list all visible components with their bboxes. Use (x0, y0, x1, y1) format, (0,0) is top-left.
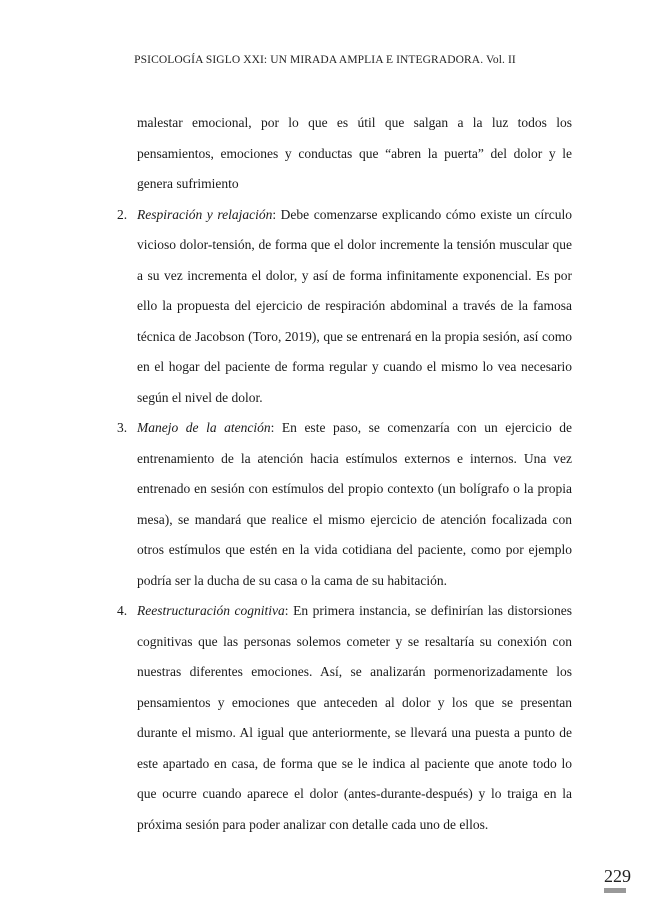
page-number: 229 (604, 866, 631, 886)
list-item-body: : Debe comenzarse explicando cómo existe un círculo vicioso dolor-tensión, de forma que el dolor incremente la tensión muscular que a su vez incrementa el dolor, y así de forma infinitamente exponencial. Es por ello la propuesta del ejercicio de respiración abdominal a través de la famosa técnica de Jacobson (Toro, 2019), que se entrenará en la propia sesión, así como en el hogar del paciente de forma regular y cuando el mismo lo vea necesario según el nivel de dolor. (137, 206, 572, 405)
list-item-body: : En primera instancia, se definirían las distorsiones cognitivas que las personas solemos cometer y se resaltaría su conexión con nuestras diferentes emociones. Así, se analizarán pormenorizadamente los pensamientos y emociones que anteceden al dolor y los que se presentan durante el mismo. Al igual que anteriormente, se llevará una puesta a punto de este apartado en casa, de forma que se le indica al paciente que anote todo lo que ocurre cuando aparece el dolor (antes-durante-después) y lo traiga en la próxima sesión para poder analizar con detalle cada uno de ellos. (137, 603, 572, 832)
list-item-title: Reestructuración cognitiva (137, 603, 285, 618)
page-number-bar (604, 888, 626, 893)
list-item-number: 2. (117, 206, 128, 222)
list-item-title: Manejo de la atención (137, 420, 271, 435)
body-text (117, 108, 572, 840)
list-item-title: Respiración y relajación (137, 206, 273, 222)
list-item-breathing (117, 200, 572, 414)
list-item-number: 4. (117, 603, 128, 618)
list-item-body: : En este paso, se comenzaría con un ejercicio de entrenamiento de la atención hacia estímulos externos e internos. Una vez entrenado en sesión con estímulos del propio contexto (un bolígrafo o la propia mesa), se mandará que realice el mismo ejercicio de atención focalizada con otros estímulos que estén en la vida cotidiana del paciente, como por ejemplo podría ser la ducha de su casa o la cama de su habitación. (137, 420, 573, 588)
numbered-list (117, 200, 572, 841)
list-item-attention (117, 413, 572, 596)
running-header: PSICOLOGÍA SIGLO XXI: UN MIRADA AMPLIA E INTEGRADORA. Vol. II (134, 54, 516, 66)
continuation-paragraph: malestar emocional, por lo que es útil que salgan a la luz todos los pensamientos, emociones y conductas que “abren la puerta” del dolor y le genera sufrimiento (137, 115, 572, 191)
list-item-cognitive-restructuring (117, 596, 572, 840)
list-item-number: 3. (117, 420, 128, 435)
